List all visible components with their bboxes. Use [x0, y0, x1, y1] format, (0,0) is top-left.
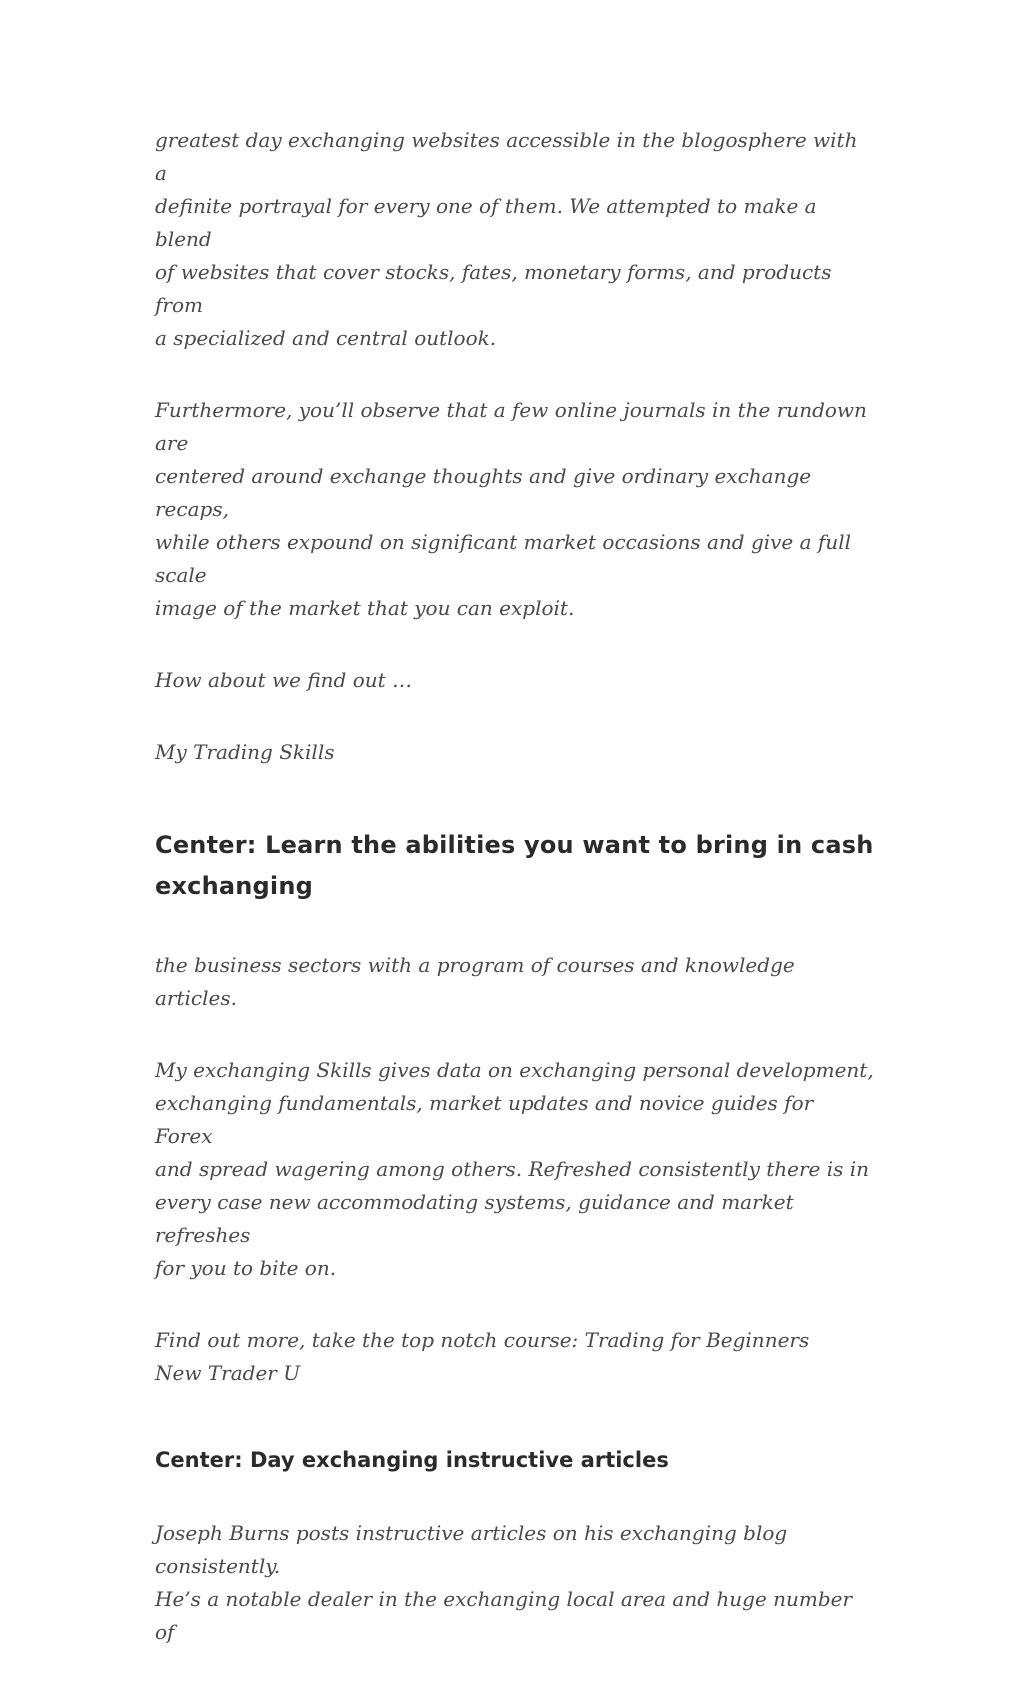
heading-learn-abilities: Center: Learn the abilities you want to bring in cash exchanging	[155, 831, 874, 900]
paragraph-joseph-burns: Joseph Burns posts instructive articles on his exchanging blog consistently. He’s a notable dealer in the exchanging local area and huge number of	[155, 1521, 853, 1644]
paragraph-blogs-intro: greatest day exchanging websites accessible in the blogosphere with a definite portrayal for every one of them. We attempted to make a blend of websites that cover stocks, fates, monetary forms, and products from a specialized and central outlook.	[155, 128, 858, 350]
paragraph-course-link: Find out more, take the top notch course: Trading for Beginners New Trader U	[155, 1328, 810, 1385]
paragraph-my-trading-skills: My Trading Skills	[155, 740, 335, 764]
heading-day-exchanging-articles: Center: Day exchanging instructive articles	[155, 1448, 669, 1472]
paragraph-find-out: How about we find out …	[155, 668, 413, 692]
document-page	[155, 124, 875, 1688]
paragraph-journals-overview: Furthermore, you’ll observe that a few online journals in the rundown are centered around exchange thoughts and give ordinary exchange recaps, while others expound on significant market occasions and give a full scale image of the market that you can exploit.	[155, 398, 867, 620]
paragraph-business-sectors: the business sectors with a program of courses and knowledge articles.	[155, 953, 795, 1010]
paragraph-exchanging-skills: My exchanging Skills gives data on exchanging personal development, exchanging fundamentals, market updates and novice guides for Forex and spread wagering among others. Refreshed consistently there is in every case new accommodating systems, guidance and market refreshes for you to bite on.	[155, 1058, 874, 1280]
